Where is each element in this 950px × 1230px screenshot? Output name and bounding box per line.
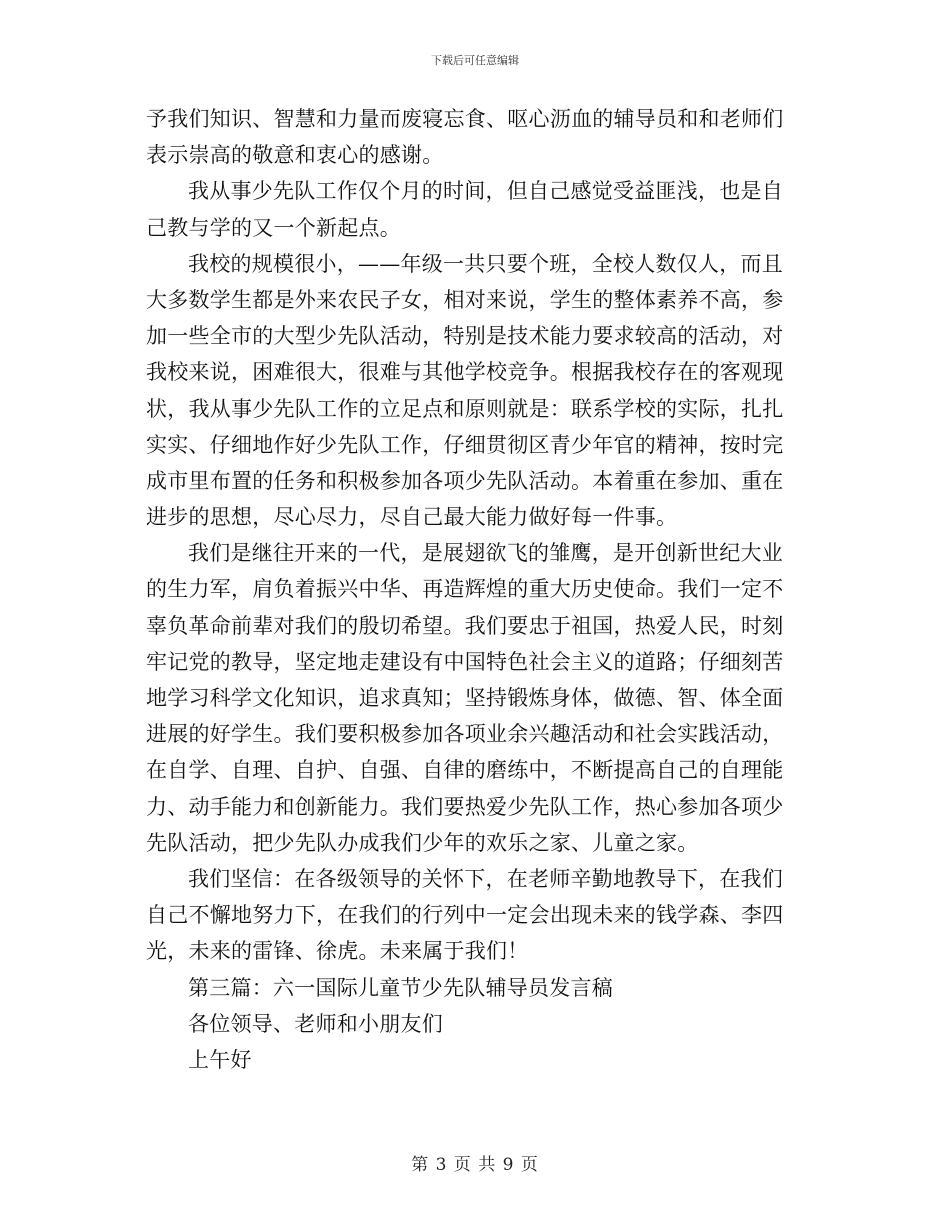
text-line: 我们是继往开来的一代，是展翅欲飞的雏鹰，是开创新世纪大业: [188, 541, 783, 566]
text-line: 的生力军，肩负着振兴中华、再造辉煌的重大历史使命。我们一定不: [146, 577, 784, 602]
text-line: 力、动手能力和创新能力。我们要热爱少先队工作，热心参加各项少: [146, 794, 784, 819]
page-header: 下载后可任意编辑: [431, 54, 519, 67]
text-line: 先队活动，把少先队办成我们少年的欢乐之家、儿童之家。: [146, 830, 699, 855]
text-line: 状，我从事少先队工作的立足点和原则就是：联系学校的实际，扎扎: [146, 396, 784, 421]
text-line: 第三篇：六一国际儿童节少先队辅导员发言稿: [188, 975, 613, 1000]
text-line: 成市里布置的任务和积极参加各项少先队活动。本着重在参加、重在: [146, 468, 784, 493]
text-line: 加一些全市的大型少先队活动，特别是技术能力要求较高的活动，对: [146, 324, 784, 349]
text-line: 自己不懈地努力下，在我们的行列中一定会出现未来的钱学森、李四: [146, 903, 784, 928]
text-line: 进展的好学生。我们要积极参加各项业余兴趣活动和社会实践活动，: [146, 722, 784, 747]
text-line: 予我们知识、智慧和力量而废寝忘食、呕心沥血的辅导员和和老师们: [146, 107, 784, 131]
text-line: 大多数学生都是外来农民子女，相对来说，学生的整体素养不高，参: [146, 287, 784, 312]
text-line: 我们坚信：在各级领导的关怀下，在老师辛勤地教导下，在我们: [188, 866, 783, 891]
text-line: 在自学、自理、自护、自强、自律的磨练中，不断提高自己的自理能: [146, 758, 784, 783]
page-footer: 第 3 页 共 9 页: [411, 1155, 539, 1175]
text-line: 我校的规模很小，——年级一共只要个班，全校人数仅人，而且: [188, 251, 783, 276]
text-line: 进步的思想，尽心尽力，尽自己最大能力做好每一件事。: [146, 505, 678, 530]
text-line: 实实、仔细地作好少先队工作，仔细贯彻区青少年官的精神，按时完: [146, 432, 784, 457]
document-body: [146, 101, 806, 1078]
text-line: 上午好: [188, 1047, 252, 1072]
text-line: 光，未来的雷锋、徐虎。未来属于我们！: [146, 939, 529, 964]
text-line: 己教与学的又一个新起点。: [146, 215, 401, 240]
text-line: 地学习科学文化知识，追求真知；坚持锻炼身体，做德、智、体全面: [146, 686, 784, 710]
text-line: 表示崇高的敬意和衷心的感谢。: [146, 143, 444, 168]
text-line: 我从事少先队工作仅个月的时间，但自己感觉受益匪浅，也是自: [188, 179, 783, 204]
text-line: 牢记党的教导，坚定地走建设有中国特色社会主义的道路；仔细刻苦: [146, 649, 784, 674]
text-line: 我校来说，困难很大，很难与其他学校竞争。根据我校存在的客观现: [146, 360, 784, 385]
text-line: 辜负革命前辈对我们的殷切希望。我们要忠于祖国，热爱人民，时刻: [146, 613, 784, 638]
text-line: 各位领导、老师和小朋友们: [188, 1011, 443, 1036]
